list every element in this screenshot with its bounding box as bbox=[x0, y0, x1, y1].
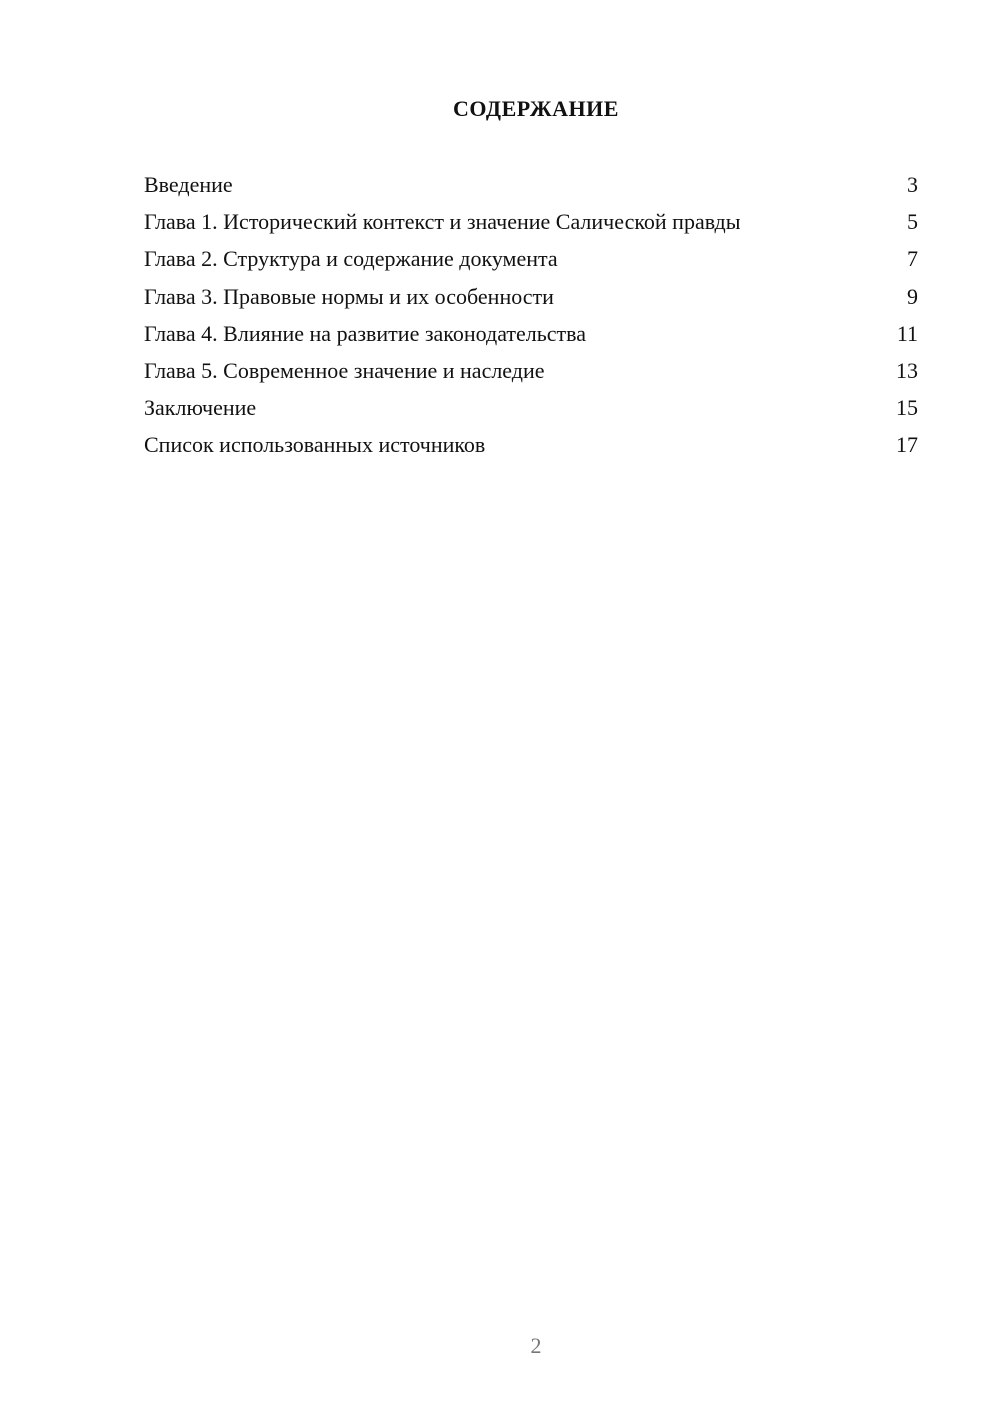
toc-item-chapter-1[interactable] bbox=[144, 207, 918, 244]
page-title: СОДЕРЖАНИЕ bbox=[453, 96, 619, 121]
toc-item-page: 9 bbox=[907, 283, 918, 309]
toc-item-page: 5 bbox=[907, 209, 918, 235]
page-number: 2 bbox=[530, 1333, 542, 1358]
toc-item-label: Заключение bbox=[144, 395, 257, 421]
toc-item-label: Глава 5. Современное значение и наследие bbox=[144, 357, 545, 383]
toc-item-chapter-4[interactable] bbox=[144, 319, 918, 356]
toc-item-page: 17 bbox=[896, 432, 918, 458]
toc-item-page: 7 bbox=[907, 246, 918, 272]
toc-item-label: Введение bbox=[144, 172, 233, 197]
toc-item-chapter-5[interactable] bbox=[144, 356, 918, 393]
toc-item-page: 15 bbox=[896, 395, 918, 421]
toc-item-page: 3 bbox=[907, 172, 918, 197]
table-of-contents bbox=[144, 170, 918, 468]
toc-item-introduction[interactable] bbox=[144, 170, 918, 207]
toc-item-label: Глава 1. Исторический контекст и значение Салической правды bbox=[144, 209, 741, 235]
toc-item-chapter-2[interactable] bbox=[144, 244, 918, 281]
toc-item-label: Список использованных источников bbox=[144, 432, 486, 458]
toc-item-references[interactable] bbox=[144, 430, 918, 467]
toc-item-page: 11 bbox=[896, 320, 918, 346]
toc-item-conclusion[interactable] bbox=[144, 393, 918, 430]
toc-item-label: Глава 2. Структура и содержание документа bbox=[144, 246, 558, 272]
toc-item-label: Глава 3. Правовые нормы и их особенности bbox=[144, 283, 554, 309]
toc-item-chapter-3[interactable] bbox=[144, 282, 918, 319]
toc-item-label: Глава 4. Влияние на развитие законодательства bbox=[144, 320, 587, 346]
toc-item-page: 13 bbox=[896, 357, 918, 383]
